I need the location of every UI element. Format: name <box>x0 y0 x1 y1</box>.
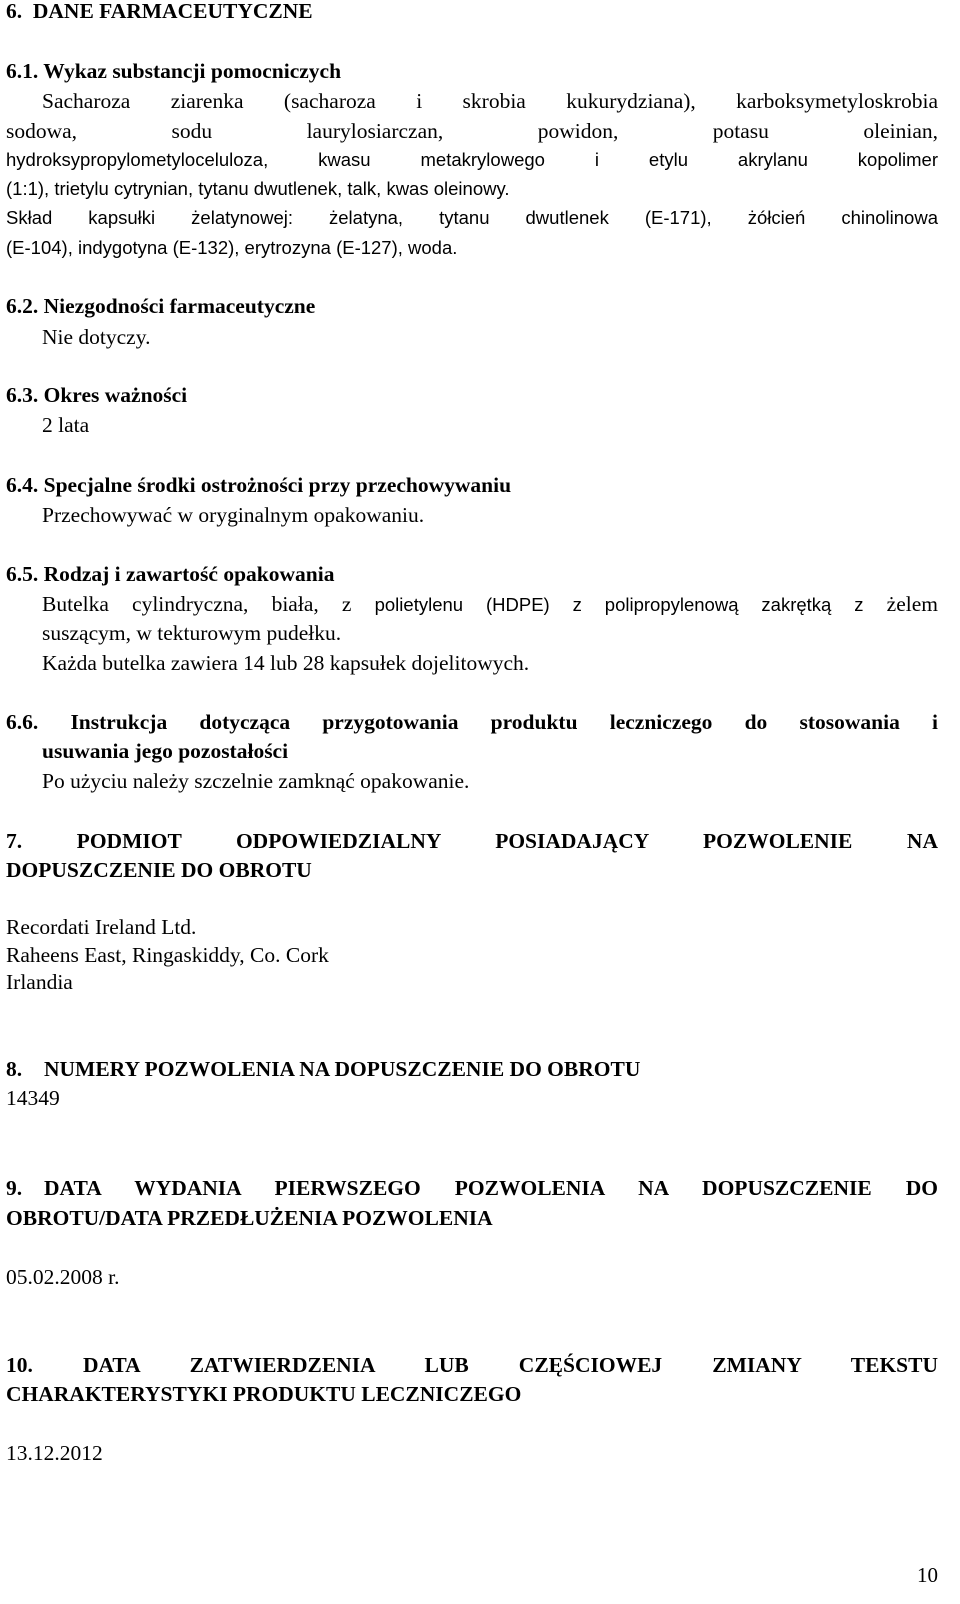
packaging-line-1b: polietylenu (HDPE) z polipropylenową zakrętką z <box>374 594 864 615</box>
section-9-heading-line-1 <box>6 1173 938 1203</box>
packaging-line-3: Każda butelka zawiera 14 lub 28 kapsułek dojelitowych. <box>42 651 530 675</box>
section-9-number: 9. <box>6 1176 23 1200</box>
section-7-heading-line-2: DOPUSZCZENIE DO OBROTU <box>6 858 312 882</box>
section-6-3-heading: 6.3. Okres ważności <box>6 383 188 407</box>
authorisation-number: 14349 <box>6 1086 60 1110</box>
excipients-line-1: Sacharoza ziarenka (sacharoza i skrobia kukurydziana), karboksymetyloskrobia <box>42 89 938 113</box>
section-6-1-heading: 6.1. Wykaz substancji pomocniczych <box>6 59 342 83</box>
capsule-composition-line-2: (E-104), indygotyna (E-132), erytrozyna (E-127), woda. <box>6 237 458 258</box>
section-6-5-heading: 6.5. Rodzaj i zawartość opakowania <box>6 562 335 586</box>
packaging-line-1a: Butelka cylindryczna, biała, z <box>42 592 352 616</box>
section-6-4-heading: 6.4. Specjalne środki ostrożności przy przechowywaniu <box>6 473 512 497</box>
section-10-heading-line-2: CHARAKTERYSTYKI PRODUKTU LECZNICZEGO <box>6 1382 522 1406</box>
section-6-4-text: Przechowywać w oryginalnym opakowaniu. <box>42 503 425 527</box>
packaging-line-2: suszącym, w tekturowym pudełku. <box>42 621 342 645</box>
capsule-composition-line-1: Skład kapsułki żelatynowej: żelatyna, tytanu dwutlenek (E-171), żółcień chinolinowa <box>6 207 938 228</box>
packaging-line-1 <box>42 589 938 620</box>
section-10-heading-line-1: 10. DATA ZATWIERDZENIA LUB CZĘŚCIOWEJ ZMIANY TEKSTU <box>6 1353 938 1377</box>
section-6-6-heading-line-2: usuwania jego pozostałości <box>42 739 289 763</box>
section-8-title: NUMERY POZWOLENIA NA DOPUSZCZENIE DO OBROTU <box>44 1057 641 1081</box>
company-address: Raheens East, Ringaskiddy, Co. Cork <box>6 943 329 967</box>
page-number: 10 <box>917 1563 938 1587</box>
section-6-6-heading-line-1: 6.6. Instrukcja dotycząca przygotowania produktu leczniczego do stosowania i <box>6 710 938 734</box>
excipients-line-3: hydroksypropylometyloceluloza, kwasu metakrylowego i etylu akrylanu kopolimer <box>6 149 938 170</box>
first-authorisation-date: 05.02.2008 r. <box>6 1265 120 1289</box>
section-8-number: 8. <box>6 1057 23 1081</box>
section-9-title-line-1: DATA WYDANIA PIERWSZEGO POZWOLENIA NA DOPUSZCZENIE DO <box>44 1176 938 1200</box>
section-6-2-heading: 6.2. Niezgodności farmaceutyczne <box>6 294 316 318</box>
company-name: Recordati Ireland Ltd. <box>6 915 197 939</box>
revision-date: 13.12.2012 <box>6 1441 103 1465</box>
section-6-2-text: Nie dotyczy. <box>42 325 151 349</box>
excipients-line-2: sodowa, sodu laurylosiarczan, powidon, potasu oleinian, <box>6 119 938 143</box>
company-country: Irlandia <box>6 970 73 994</box>
section-7-heading-line-1: 7. PODMIOT ODPOWIEDZIALNY POSIADAJĄCY POZWOLENIE NA <box>6 829 938 853</box>
section-8-heading <box>6 1054 938 1084</box>
packaging-line-1c: żelem <box>886 592 938 616</box>
section-9-heading-line-2: OBROTU/DATA PRZEDŁUŻENIA POZWOLENIA <box>6 1206 493 1230</box>
section-6-heading: 6. DANE FARMACEUTYCZNE <box>6 0 313 23</box>
excipients-line-4: (1:1), trietylu cytrynian, tytanu dwutlenek, talk, kwas oleinowy. <box>6 178 510 199</box>
section-6-6-text: Po użyciu należy szczelnie zamknąć opakowanie. <box>42 769 470 793</box>
section-6-3-text: 2 lata <box>42 413 90 437</box>
